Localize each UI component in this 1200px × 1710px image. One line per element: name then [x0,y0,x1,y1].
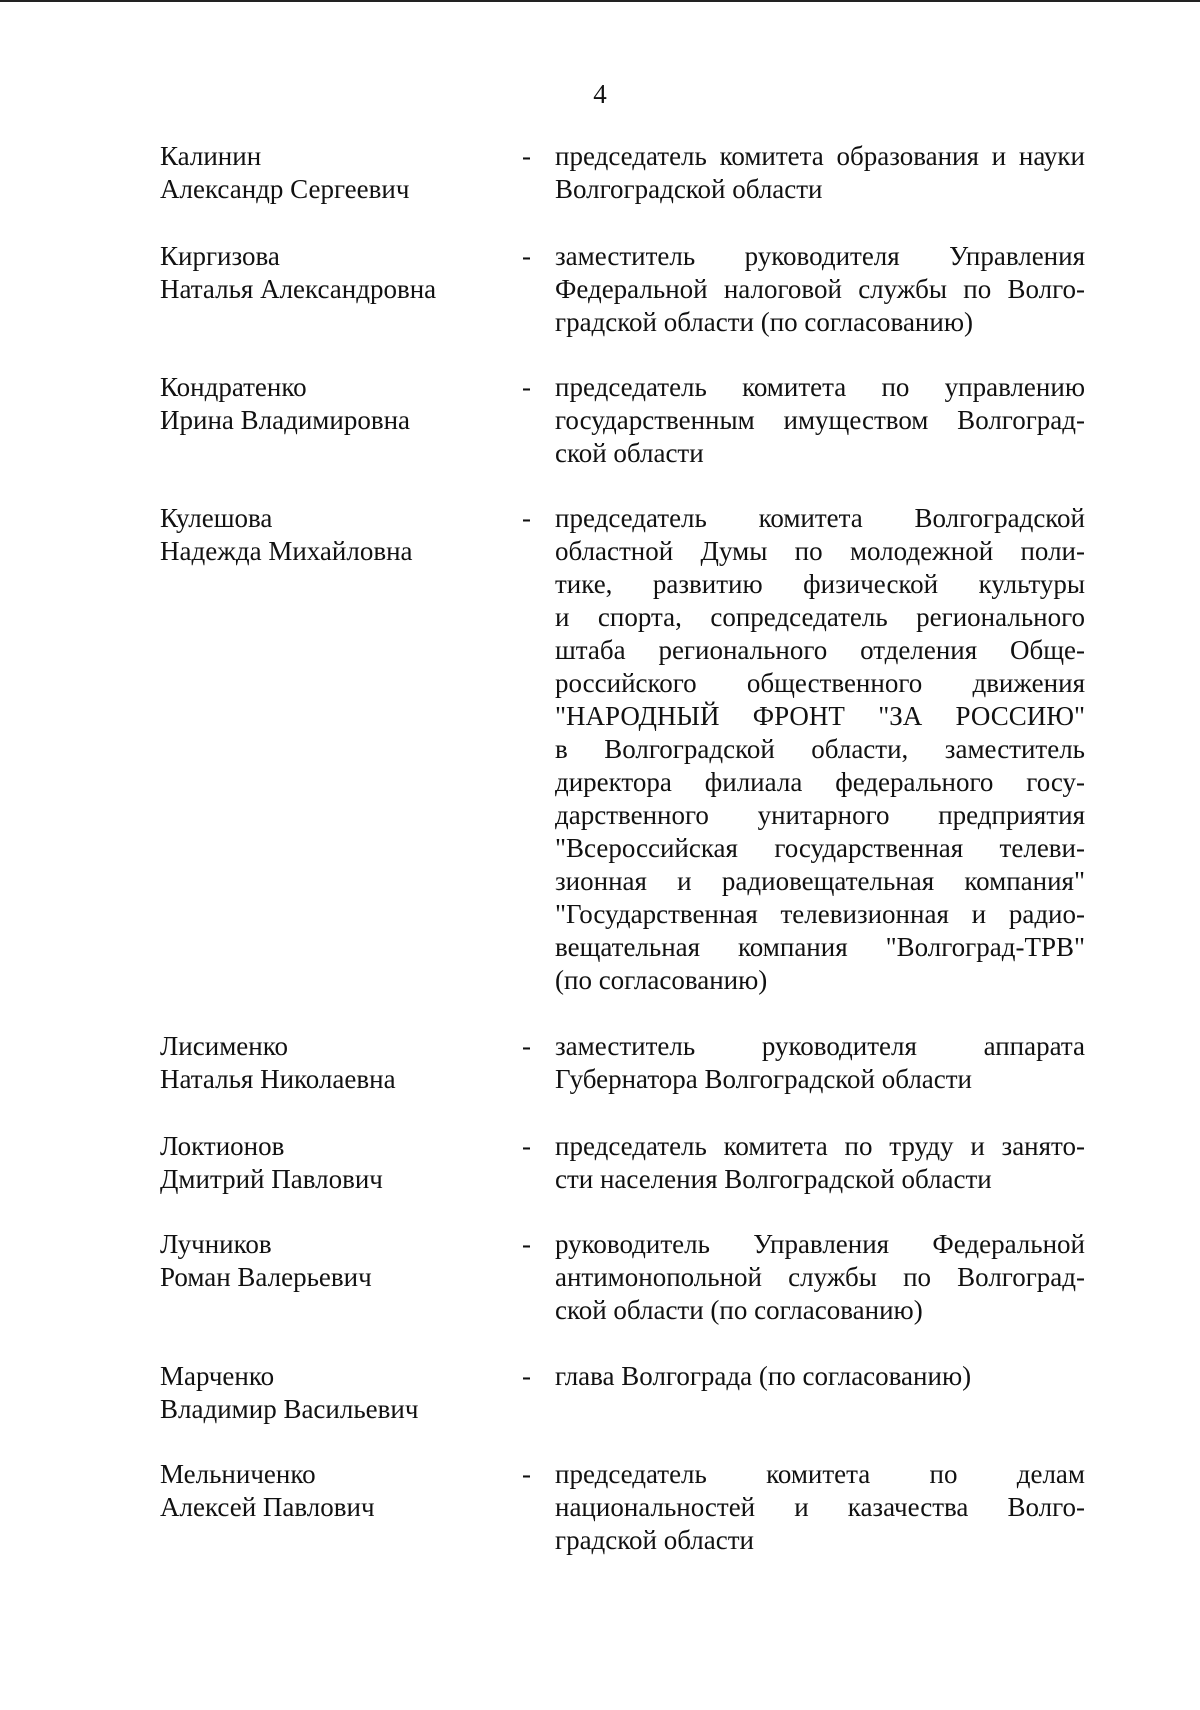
role-line: "НАРОДНЫЙ ФРОНТ "ЗА РОССИЮ" [555,701,1085,731]
member-name [160,502,500,568]
member-role [555,1130,1085,1196]
member-given-names: Роман Валерьевич [160,1262,372,1292]
page-number: 4 [593,79,607,109]
member-name [160,1228,500,1294]
role-line: председатель комитета по управлению [555,372,1085,402]
role-line: председатель комитета по труду и занято- [555,1131,1085,1161]
member-surname: Марченко [160,1361,275,1391]
role-line: штаба регионального отделения Обще- [555,635,1085,665]
role-line: зионная и радиовещательная компания" [555,866,1085,896]
role-line: в Волгоградской области, заместитель [555,734,1085,764]
role-line: ской области [555,438,704,468]
member-role [555,1360,1085,1393]
member-surname: Лучников [160,1229,272,1259]
role-line: председатель комитета Волгоградской [555,503,1085,533]
role-line: российского общественного движения [555,668,1085,698]
member-name [160,140,500,206]
role-line: ской области (по согласованию) [555,1295,923,1325]
separator-dash: - [522,503,531,533]
member-name [160,240,500,306]
role-line: председатель комитета образования и науки [555,141,1085,171]
member-role [555,1228,1085,1327]
role-line: областной Думы по молодежной поли- [555,536,1085,566]
member-role [555,502,1085,997]
member-given-names: Владимир Васильевич [160,1394,419,1424]
member-given-names: Ирина Владимировна [160,405,411,435]
separator-dash: - [522,241,531,271]
role-line: директора филиала федерального госу- [555,767,1085,797]
member-surname: Калинин [160,141,262,171]
member-role [555,1030,1085,1096]
role-line: руководитель Управления Федеральной [555,1229,1085,1259]
member-given-names: Дмитрий Павлович [160,1164,383,1194]
role-line: заместитель руководителя Управления [555,241,1085,271]
member-surname: Киргизова [160,241,280,271]
role-line: градской области (по согласованию) [555,307,973,337]
separator-dash: - [522,1031,531,1061]
role-line: национальностей и казачества Волго- [555,1492,1085,1522]
member-role [555,371,1085,470]
member-surname: Кулешова [160,503,273,533]
member-name [160,371,500,437]
member-given-names: Надежда Михайловна [160,536,413,566]
member-surname: Локтионов [160,1131,285,1161]
member-role [555,140,1085,206]
role-line: вещательная компания "Волгоград-ТРВ" [555,932,1085,962]
role-line: сти населения Волгоградской области [555,1164,992,1194]
member-surname: Кондратенко [160,372,307,402]
role-line: градской области [555,1525,754,1555]
separator-dash: - [522,372,531,402]
role-line: тике, развитию физической культуры [555,569,1085,599]
role-line: Губернатора Волгоградской области [555,1064,973,1094]
role-line: председатель комитета по делам [555,1459,1085,1489]
role-line: государственным имуществом Волгоград- [555,405,1085,435]
role-line: дарственного унитарного предприятия [555,800,1085,830]
member-surname: Мельниченко [160,1459,316,1489]
member-name [160,1458,500,1524]
member-given-names: Наталья Николаевна [160,1064,396,1094]
separator-dash: - [522,1361,531,1391]
separator-dash: - [522,1229,531,1259]
member-role [555,1458,1085,1557]
member-given-names: Александр Сергеевич [160,174,410,204]
member-name [160,1360,500,1426]
member-given-names: Алексей Павлович [160,1492,375,1522]
separator-dash: - [522,1459,531,1489]
member-given-names: Наталья Александровна [160,274,437,304]
member-role [555,240,1085,339]
role-line: заместитель руководителя аппарата [555,1031,1085,1061]
role-line: "Государственная телевизионная и радио- [555,899,1085,929]
role-line: (по согласованию) [555,965,768,995]
role-line: и спорта, сопредседатель регионального [555,602,1085,632]
member-name [160,1130,500,1196]
member-surname: Лисименко [160,1031,288,1061]
member-name [160,1030,500,1096]
role-line: Федеральной налоговой службы по Волго- [555,274,1085,304]
role-line: антимонопольной службы по Волгоград- [555,1262,1085,1292]
role-line: "Всероссийская государственная телеви- [555,833,1085,863]
role-line: глава Волгограда (по согласованию) [555,1361,972,1391]
separator-dash: - [522,1131,531,1161]
role-line: Волгоградской области [555,174,823,204]
separator-dash: - [522,141,531,171]
